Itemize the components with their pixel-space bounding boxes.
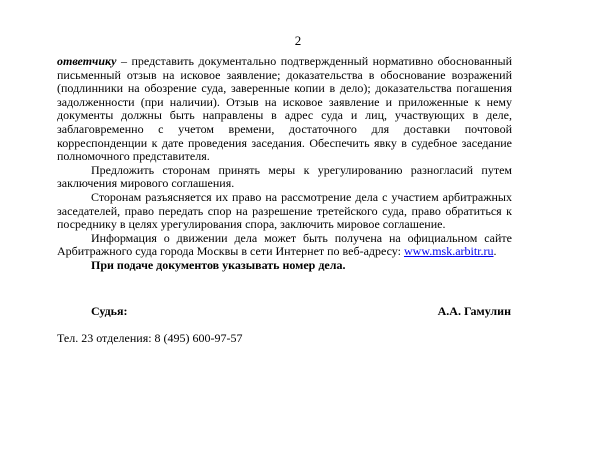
court-website-link[interactable]: www.msk.arbitr.ru [403,244,494,259]
defendant-instructions: – представить документально подтвержденный нормативно обоснованный письменный отзыв на исковое заявление; доказательства в обоснование возражений (подлинники на обозрение суда, заверенные копии в дело); доказательства погашения задолженности (при наличии). Отзыв на исковое заявление и приложенные к нему документы должны быть направлены в адрес суда и лиц, участвующих в деле, заблаговременно с учетом времени, достаточного для доставки почтовой корреспонденции к дате проведения заседания. Обеспечить явку в судебное заседание полномочного представителя. [57,54,512,164]
document-body [57,55,512,273]
judge-label: Судья: [91,304,128,318]
info-text: Информация о движении дела может быть получена на официальном сайте Арбитражного суда города Москвы в сети Интернет по веб-адресу: [57,230,512,259]
paragraph-settlement: Предложить сторонам принять меры к урегулированию разногласий путем заключения мирового соглашения. [57,162,512,191]
judge-name: А.А. Гамулин [437,304,511,318]
paragraph-rights: Сторонам разъясняется их право на рассмотрение дела с участием арбитражных заседателей, право передать спор на разрешение третейского суда, право обратиться к посреднику в целях урегулирования спора, заключить мировое соглашение. [57,189,512,232]
department-phone: Тел. 23 отделения: 8 (495) 600-97-57 [57,331,243,345]
defendant-lead: ответчику [57,54,117,68]
page-number: 2 [294,33,302,48]
info-end: . [493,244,497,259]
paragraph-info [57,232,512,259]
paragraph-case-number-note: При подаче документов указывать номер дела. [91,257,346,272]
paragraph-defendant [57,55,512,164]
